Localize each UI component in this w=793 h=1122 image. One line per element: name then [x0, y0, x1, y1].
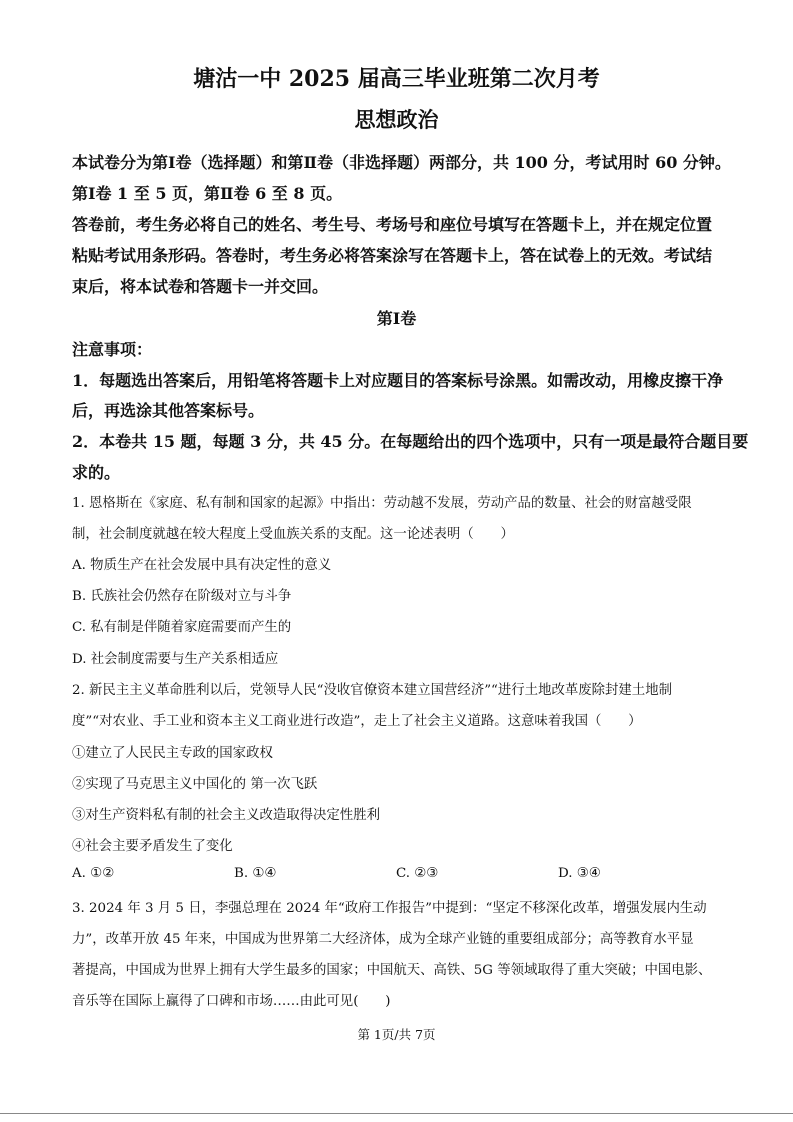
question-1-option-d: D. 社会制度需要与生产关系相适应: [72, 652, 279, 667]
question-1-option-c: C. 私有制是伴随着家庭需要而产生的: [72, 620, 292, 635]
question-2-statement: ②实现了马克思主义中国化的 第一次飞跃: [72, 777, 318, 792]
question-2-option-a: A. ①②: [72, 866, 115, 881]
question-3-line: 音乐等在国际上赢得了口碑和市场……由此可见( ): [72, 994, 391, 1009]
bottom-divider: [0, 1113, 793, 1114]
exam-title: 塘沽一中 2025 届高三毕业班第二次月考: [193, 66, 600, 92]
instruction-line: 粘贴考试用条形码。答卷时，考生务必将答案涂写在答题卡上，答在试卷上的无效。考试结: [72, 246, 713, 265]
question-1-option-a: A. 物质生产在社会发展中具有决定性的意义: [72, 558, 332, 573]
note-line: 求的。: [72, 463, 121, 482]
section-title: 第Ⅰ卷: [376, 309, 417, 328]
instruction-line: 束后，将本试卷和答题卡一并交回。: [72, 277, 329, 296]
note-line: 后，再选涂其他答案标号。: [72, 401, 265, 420]
question-2-option-d: D. ③④: [558, 866, 601, 881]
question-2-line: 2. 新民主主义革命胜利以后，党领导人民“没收官僚资本建立国营经济”“进行土地改革废除封建土地制: [72, 683, 672, 698]
question-1-line: 制，社会制度就越在较大程度上受血族关系的支配。这一论述表明（ ）: [72, 527, 514, 542]
question-1-line: 1. 恩格斯在《家庭、私有制和国家的起源》中指出：劳动越不发展，劳动产品的数量、社会的财富越受限: [72, 496, 692, 511]
question-3-line: 力”，改革开放 45 年来，中国成为世界第二大经济体，成为全球产业链的重要组成部分；高等教育水平显: [72, 932, 694, 947]
question-3-line: 著提高，中国成为世界上拥有大学生最多的国家；中国航天、高铁、5G 等领域取得了重大突破；中国电影、: [72, 963, 712, 978]
question-2-line: 度”“对农业、手工业和资本主义工商业进行改造”，走上了社会主义道路。这意味着我国（ ）: [72, 714, 642, 729]
instruction-line: 答卷前，考生务必将自己的姓名、考生号、考场号和座位号填写在答题卡上，并在规定位置: [72, 215, 713, 234]
instruction-line: 第Ⅰ卷 1 至 5 页，第Ⅱ卷 6 至 8 页。: [72, 184, 343, 203]
note-line: 2．本卷共 15 题，每题 3 分，共 45 分。在每题给出的四个选项中，只有一项是最符合题目要: [72, 432, 749, 451]
question-2-option-b: B. ①④: [234, 866, 277, 881]
instruction-line: 本试卷分为第Ⅰ卷（选择题）和第Ⅱ卷（非选择题）两部分，共 100 分，考试用时 60 分钟。: [72, 153, 731, 172]
question-2-option-c: C. ②③: [396, 866, 439, 881]
question-1-option-b: B. 氏族社会仍然存在阶级对立与斗争: [72, 589, 292, 604]
question-3-line: 3. 2024 年 3 月 5 日，李强总理在 2024 年“政府工作报告”中提到：“坚定不移深化改革，增强发展内生动: [72, 901, 707, 916]
question-2-statement: ③对生产资料私有制的社会主义改造取得决定性胜利: [72, 808, 380, 823]
page-number-footer: 第 1页/共 7页: [357, 1027, 436, 1042]
notes-heading: 注意事项：: [72, 340, 153, 359]
note-line: 1．每题选出答案后，用铅笔将答题卡上对应题目的答案标号涂黑。如需改动，用橡皮擦干净: [72, 371, 724, 390]
question-2-statement: ①建立了人民民主专政的国家政权: [72, 746, 273, 761]
subject-title: 思想政治: [354, 107, 439, 132]
question-2-statement: ④社会主要矛盾发生了变化: [72, 839, 233, 854]
